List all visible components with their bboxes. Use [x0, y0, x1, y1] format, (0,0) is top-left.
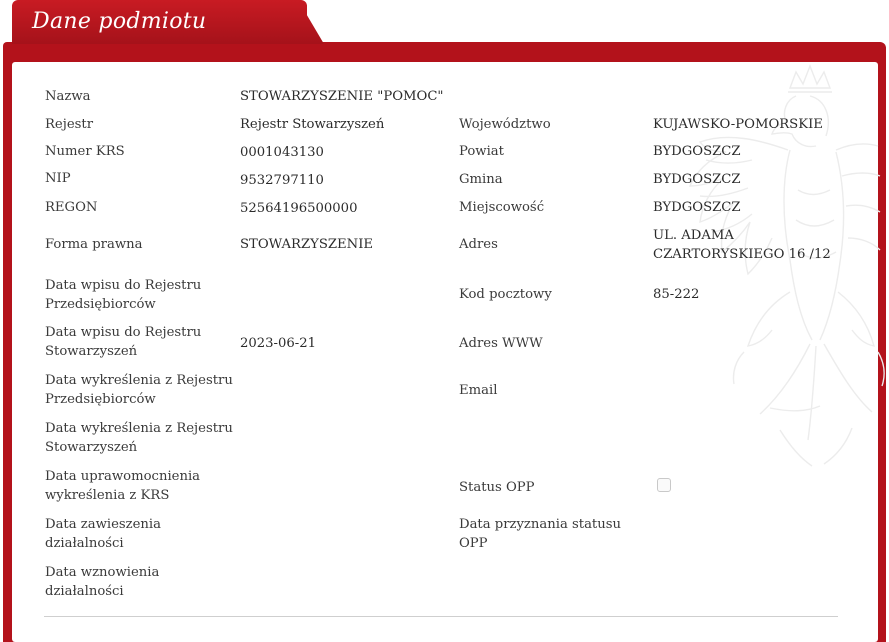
bottom-divider: [44, 616, 838, 617]
label-powiat: Powiat: [459, 144, 504, 159]
value-wojewodztwo: KUJAWSKO-POMORSKIE: [653, 117, 823, 132]
value-kod-pocztowy: 85-222: [653, 287, 700, 302]
label-data-wznowienia: Data wznowienia działalności: [45, 565, 160, 599]
label-data-zawieszenia: Data zawieszenia działalności: [45, 517, 162, 551]
section-tab-slope: [290, 0, 324, 44]
value-rejestr: Rejestr Stowarzyszeń: [240, 117, 385, 132]
label-miejscowosc: Miejscowość: [459, 200, 545, 215]
label-data-wykreslenia-przedsiebiorcow: Data wykreślenia z Rejestru Przedsiębiorców: [45, 373, 233, 407]
value-powiat: BYDGOSZCZ: [653, 144, 741, 159]
label-wojewodztwo: Województwo: [459, 117, 551, 132]
label-data-wykreslenia-stowarzyszen: Data wykreślenia z Rejestru Stowarzyszeń: [45, 421, 233, 455]
label-forma-prawna: Forma prawna: [45, 237, 143, 252]
label-regon: REGON: [45, 200, 98, 215]
status-opp-checkbox[interactable]: [657, 478, 671, 492]
value-nazwa: STOWARZYSZENIE "POMOC": [240, 89, 444, 104]
label-data-przyznania-opp: Data przyznania statusu OPP: [459, 517, 621, 551]
value-numer-krs: 0001043130: [240, 145, 324, 160]
label-nazwa: Nazwa: [45, 89, 91, 104]
label-nip: NIP: [45, 171, 71, 186]
value-forma-prawna: STOWARZYSZENIE: [240, 237, 374, 252]
label-data-wpisu-stowarzyszen: Data wpisu do Rejestru Stowarzyszeń: [45, 325, 202, 359]
label-status-opp: Status OPP: [459, 480, 535, 495]
label-kod-pocztowy: Kod pocztowy: [459, 287, 552, 302]
label-data-wpisu-przedsiebiorcow: Data wpisu do Rejestru Przedsiębiorców: [45, 278, 202, 312]
label-rejestr: Rejestr: [45, 117, 93, 132]
value-nip: 9532797110: [240, 173, 324, 188]
label-numer-krs: Numer KRS: [45, 144, 125, 159]
value-data-wpisu-stowarzyszen: 2023-06-21: [240, 336, 317, 351]
label-adres: Adres: [459, 237, 498, 252]
value-miejscowosc: BYDGOSZCZ: [653, 200, 741, 215]
label-email: Email: [459, 383, 498, 398]
label-gmina: Gmina: [459, 172, 503, 187]
value-adres: UL. ADAMA CZARTORYSKIEGO 16 /12: [653, 228, 831, 262]
value-gmina: BYDGOSZCZ: [653, 172, 741, 187]
label-data-uprawomocnienia: Data uprawomocnienia wykreślenia z KRS: [45, 469, 201, 503]
label-adres-www: Adres WWW: [459, 336, 543, 351]
value-regon: 52564196500000: [240, 201, 358, 216]
section-title: Dane podmiotu: [32, 9, 207, 34]
